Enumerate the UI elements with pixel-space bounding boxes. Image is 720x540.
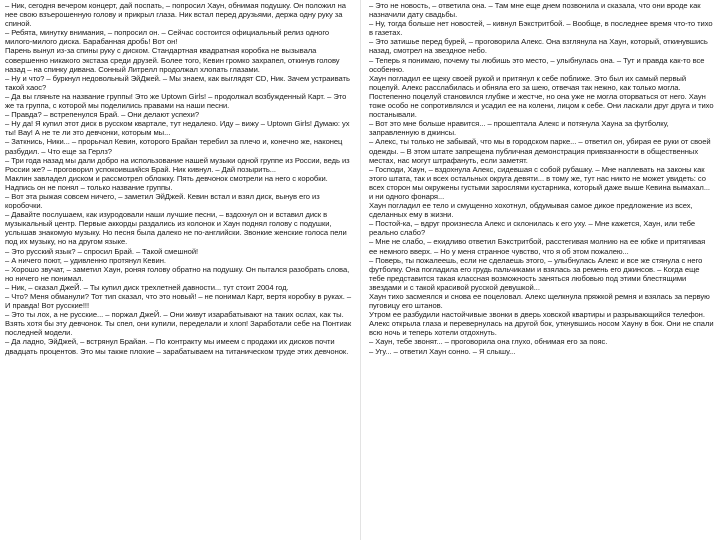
paragraph: – Что? Меня обманули? Тот тип сказал, что это новый! – не понимал Карт, вертя коробку в руках. – И правда! Вот русские!!! xyxy=(5,292,352,311)
paragraph: – Ник, – сказал ДжеЙ. – Ты купил диск трехлетней давности... тут стоит 2004 год. xyxy=(5,282,289,292)
paragraph: – Поверь, ты пожалеешь, если не сделаешь этого, – улыбнулась Алекс и все же стянула с него футболку. Она погладила его грудь пальчиками и взялась за ремень его джинсов. – Когда еще тебе представится такая классная возможность заняться любовью под этими блестящими звездами и с такой красивой русской девушкой... xyxy=(369,255,703,292)
paragraph: – Хорошо звучат, – заметил Хаун, роняя голову обратно на подушку. Он пытался разобрать слова, но ничего не понимал. xyxy=(5,264,350,283)
paragraph: – Три года назад мы дали добро на использование нашей музыки одной группе из России, ведь из России же? – проговорил успокоившийся Брай. Ник кивнул. – Дай позырить... xyxy=(5,155,350,174)
paragraph: – Хаун, тебе звонят... – проговорила она глухо, обнимая его за пояс. xyxy=(369,337,608,347)
paragraph: – Теперь я понимаю, почему ты любишь это место, – улыбнулась она. – Тут и правда как-то все особенно. xyxy=(369,55,705,74)
paragraph: – Вот эта рыжая совсем ничего, – заметил ЭйДжей. Кевин встал и взял диск, вынув его из коробочки. xyxy=(5,191,320,211)
paragraph: – Давайте послушаем, как изуродовали наши лучшие песни, – вздохнул он и вставил диск в музыкальный центр. Первые аккорды раздались из колонок и Хаун поднял голову с подушки, услышав знакомую музыку. Но песня была далеко не по-английски. Звонкие женские голоса пели под их музыку, но на другом языке. xyxy=(5,210,347,247)
paragraph: – Ник, сегодня вечером концерт, дай поспать, – попросил Хаун, обнимая подушку. Он положил на нее свою взъерошенную голову и прикрыл глаза. Ник встал перед друзьями, держа одну руку за спиной. xyxy=(5,1,346,29)
paragraph: – Это не новость, – ответила она. – Там мне еще днем позвонила и сказала, что они вроде как назначили дату свадьбы. xyxy=(369,1,701,20)
paragraph: – Ребята, минутку внимания, – попросил он. – Сейчас состоится официальный релиз одного милого-милого диска. Барабанная дробь! Вот он! xyxy=(5,28,330,47)
paragraph: – Ну, тогда больше нет новостей, – кивнул Бэкстритбой. – Вообще, в последнее время что-то тихо в газетах. xyxy=(369,19,713,38)
paragraph: Парень вынул из-за спины руку с диском. Стандартная квадратная коробка не вызывала совершенно никакого экстаза среди друзей. Более того, Кевин громко захрапел, откинув голову назад – на спинку дивана. Сонный Литрелл продолжал хлопать глазами. xyxy=(5,46,340,74)
paragraph: – А ничего поют, – удивленно протянул Кевин. xyxy=(5,255,166,265)
paragraph: – Это ты лох, а не русские... – поржал ДжеЙ. – Они живут изарабатывают на таких ослах, как ты. Взять хотя бы эту девчонок. Ты спел, они купили, переделали и хлоп! Заработали себе на Понтиак последней модели. xyxy=(5,310,352,338)
paragraph: Хаун погладил ее щеку своей рукой и притянул к себе поближе. Это был их самый первый поцелуй. Алекс расслабилась и обняла его за шею, отвечая так нежно, как только могла. Постепенно поцелуй становился глубже и жестче, но она уже не могла оторваться от него. Хаун тоже особо не сопротивлялся и усадил ее на колени, лицом к себе. Они ласкали друг друга и тихо постанывали. xyxy=(369,73,714,120)
paragraph: – Это затишье перед бурей, – проговорила Алекс. Она взглянула на Хаун, который, откинувшись назад, смотрел на звездное небо. xyxy=(369,37,708,56)
paragraph: Утром ее разбудили настойчивые звонки в дверь ховской квартиры и разрывающийся телефон. Алекс открыла глаза и перевернулась на другой бок, уткнувшись носом Хауну в бок. Они не спали всю ночь и теперь хотели отдохнуть. xyxy=(369,310,714,338)
paragraph: Хаун тихо засмеялся и снова ее поцеловал. Алекс щелкнула пряжкой ремня и взялась за первую пуговицу его штанов. xyxy=(369,292,710,311)
paragraph: – Да вы гляньте на название группы! Это же Uptown Girls! – продолжал возбужденный Карт. – Это же та группа, с которой мы поделились правами на наши песни. xyxy=(5,91,347,111)
paragraph: – Господи, Хаун, – вздохнула Алекс, сидевшая с собой рубашку. – Мне наплевать на законы как этого штата, так и всех остальных округа девяти... в тому же, тут нас никто не может увидеть: со всех сторон мы окружены густыми зарослями кустарника, который даже выше Кевина вымахал... и ни одного фонаря... xyxy=(369,164,710,201)
paragraph: – Ну и что? – буркнул недовольный ЭйДжей. – Мы знаем, как выглядят CD, Ник. Зачем устраивать такой хаос? xyxy=(5,73,350,92)
paragraph: – Мне не слабо, – ехидливо ответил Бэкстритбой, расстегивая молнию на ее юбке и притягивая ее немного вверх. – Но у меня странное чувство, что я об этом пожалею... xyxy=(369,237,706,256)
paragraph: – Это русский язык? – спросил Брай. – Такой смешной! xyxy=(5,246,199,256)
paragraph: – Правда? – встрепенулся Брай. – Они делают успехи? xyxy=(5,110,200,120)
paragraph: – Заткнись, Ники... – прорычал Кевин, которого Брайан теребил за плечо и, конечно же, наконец разбудил. – Что еще за Герлз? xyxy=(5,137,343,156)
paragraph: – Угу... – ответил Хаун сонно. – Я слышу... xyxy=(369,346,516,356)
paragraph: Маклин завладел диском и рассмотрел обложку. Пять девчонок смотрели на него с коробки. Надпись он не понял – только название группы. xyxy=(5,173,328,192)
paragraph: – Постой-ка, – вдруг произнесла Алекс и склонилась к его уху. – Мне кажется, Хаун, или тебе реально слабо? xyxy=(369,219,696,238)
paragraph: – Алекс, ты только не забывай, что мы в городском парке... – ответил он, убирая ее руки от своей одежды. – В этом штате запрещена публичная демонстрация привязанности в общественных местах, нас могут штрафануть, если заметят. xyxy=(369,137,711,165)
paragraph: – Ну да! Я купил этот диск в русском квартале, тут недалеко. Иду – вижу – Uptown Girls! Думаю: ух ты! Вау! А не те ли это девчонки, которым мы... xyxy=(5,119,350,138)
right-text-column xyxy=(360,0,720,540)
paragraph: – Вот это мне больше нравится... – прошептала Алекс и потянула Хауна за футболку, заправленную в джинсы. xyxy=(369,119,669,138)
paragraph: Хаун погладил ее тело и смущенно хохотнул, обдумывая самое дикое предложение из всех, сделанных ему в жизни. xyxy=(369,201,693,220)
paragraph: – Да ладно, ЭйДжей, – встрянул Брайан. – По контракту мы имеем с продажи их дисков почти двадцать процентов. Это мы также плохие – зарабатываем на титаническом труде этих девчонок. xyxy=(5,337,349,356)
